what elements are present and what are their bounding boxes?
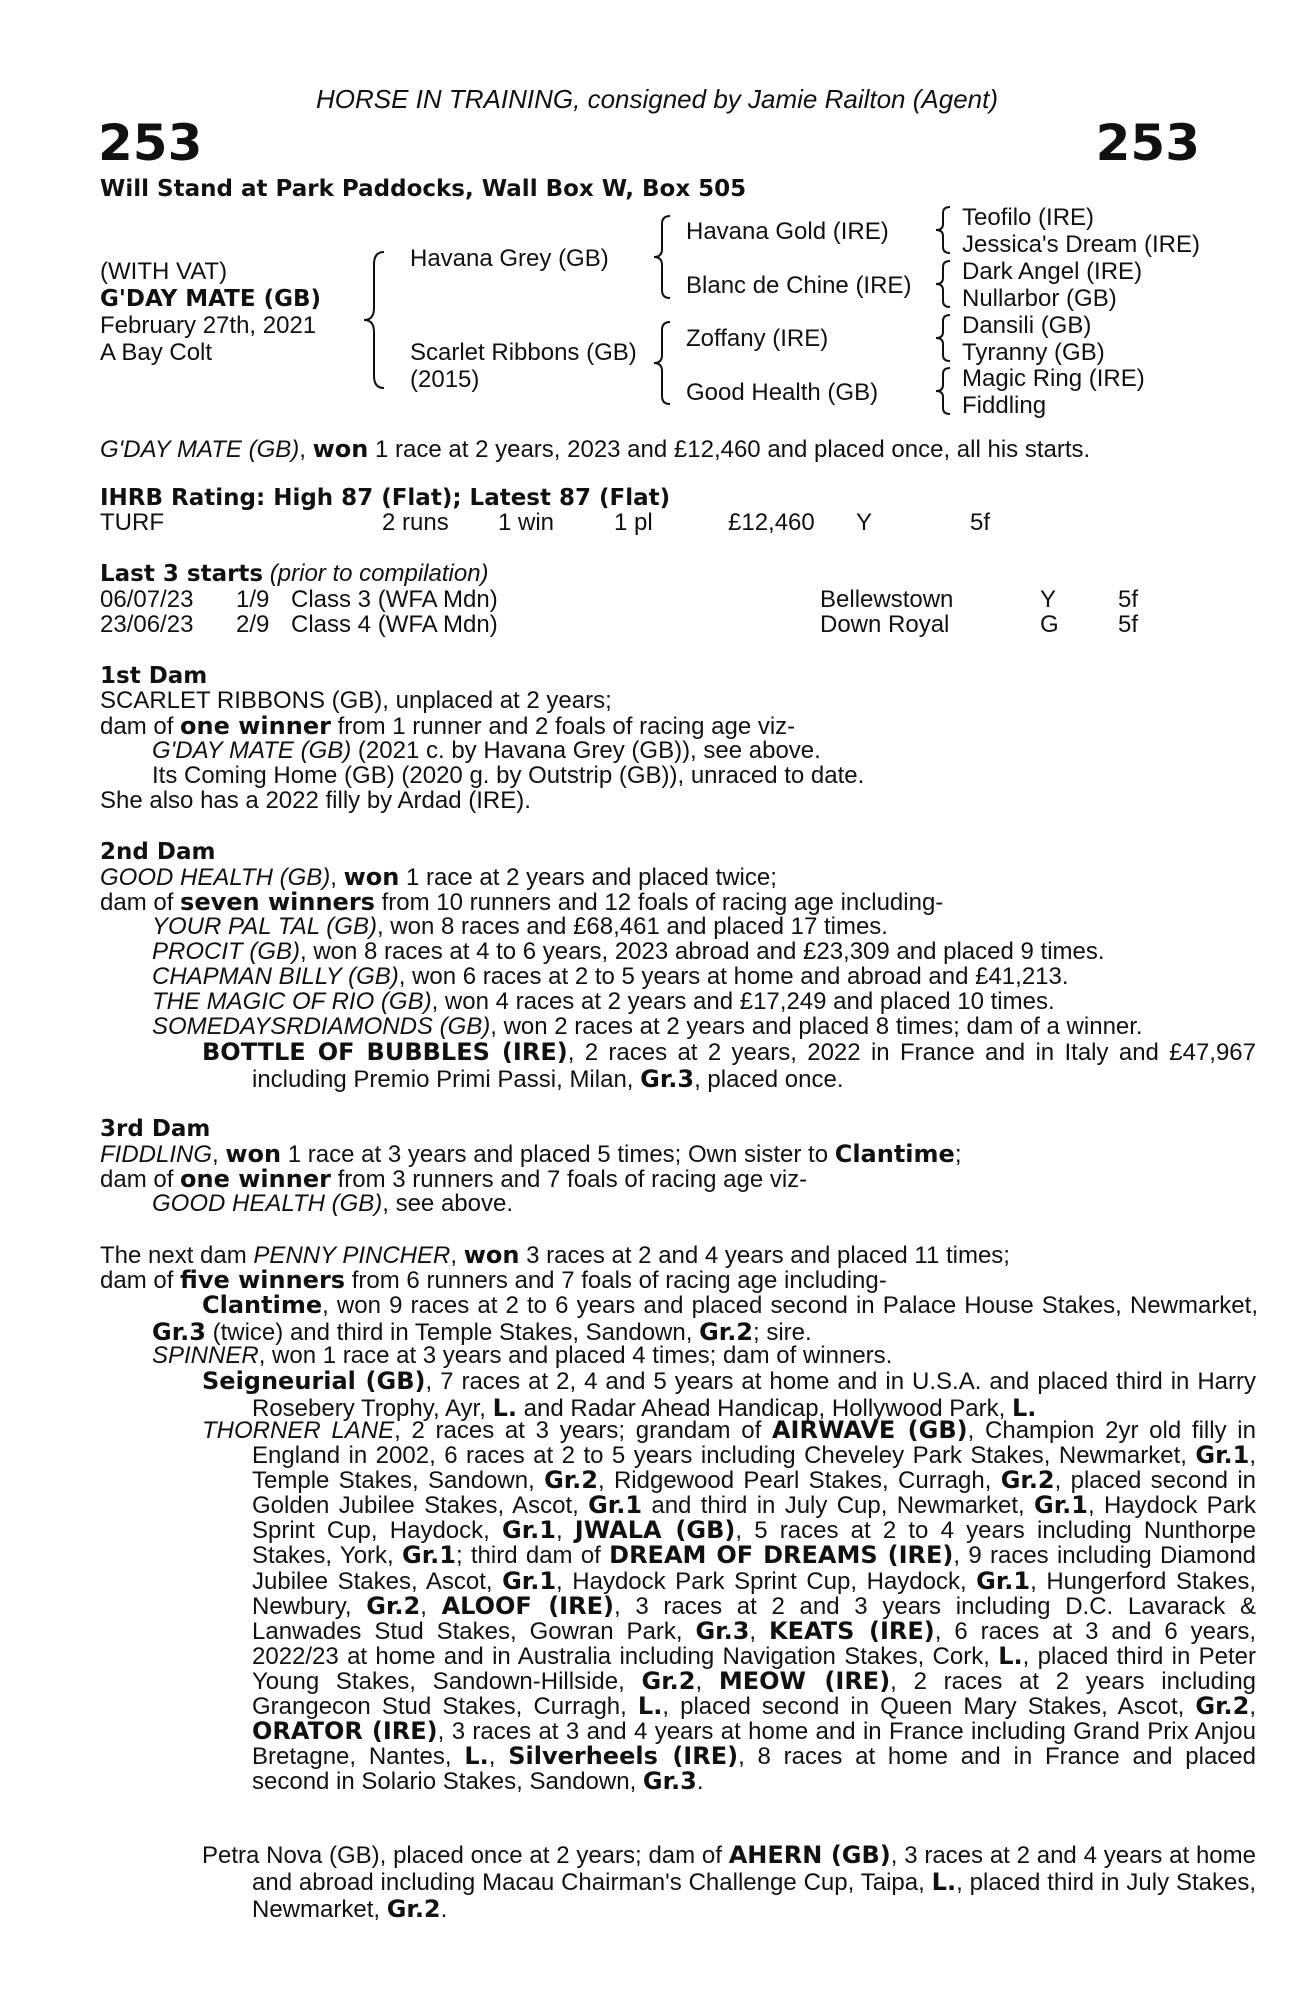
consignment-header: HORSE IN TRAINING, consigned by Jamie Railton (Agent) bbox=[315, 84, 999, 114]
rating-going: Y bbox=[856, 509, 873, 536]
dam3-produce-intro: dam of one winner from 3 runners and 7 foals of racing age viz- bbox=[100, 1165, 808, 1193]
pedigree-gen3-2: Jessica's Dream (IRE) bbox=[962, 231, 1200, 258]
dam2-produce-1: YOUR PAL TAL (GB), won 8 races and £68,461 and placed 17 times. bbox=[152, 913, 888, 940]
pedigree-gen2-2: Blanc de Chine (IRE) bbox=[686, 272, 912, 299]
horse-dob: February 27th, 2021 bbox=[100, 312, 317, 339]
pedigree-brace-main bbox=[362, 250, 392, 390]
petra-nova-entry: Petra Nova (GB), placed once at 2 years; dam of AHERN (GB), 3 races at 2 and 4 years at home and abroad including Macau Chairman's Challenge Cup, Taipa, L., placed third in July Stakes, Newmarket, Gr.2. bbox=[202, 1841, 1256, 1923]
dam3-produce-1: GOOD HEALTH (GB), see above. bbox=[152, 1190, 514, 1217]
pedigree-brace-g4 bbox=[934, 366, 954, 416]
vat-note: (WITH VAT) bbox=[100, 258, 228, 285]
seigneurial-entry: Seigneurial (GB), 7 races at 2, 4 and 5 years at home and in U.S.A. and placed third in Harry Rosebery Trophy, Ayr, L. and Radar Ahead Handicap, Hollywood Park, L. bbox=[202, 1367, 1257, 1422]
rating-title: IHRB Rating: High 87 (Flat); Latest 87 (Flat) bbox=[100, 485, 671, 511]
stable-location: Will Stand at Park Paddocks, Wall Box W, Box 505 bbox=[100, 176, 747, 202]
pedigree-brace-g2 bbox=[934, 259, 954, 309]
thorner-lane-entry: THORNER LANE, 2 races at 3 years; grandam of AIRWAVE (GB), Champion 2yr old filly in England in 2002, 6 races at 2 to 5 years including Cheveley Park Stakes, Newmarket, Gr.1, Temple Stakes, Sandown, Gr.2, Ridgewood Pearl Stakes, Curragh, Gr.2, placed second in Golden Jubilee Stakes, Ascot, Gr.1 and third in July Cup, Newmarket, Gr.1, Haydock Park Sprint Cup, Haydock, Gr.1, JWALA (GB), 5 races at 2 to 4 years including Nunthorpe Stakes, York, Gr.1; third dam of DREAM OF DREAMS (IRE), 9 races including Diamond Jubilee Stakes, Ascot, Gr.1, Haydock Park Sprint Cup, Haydock, Gr.1, Hungerford Stakes, Newbury, Gr.2, ALOOF (IRE), 3 races at 2 and 3 years including D.C. Lavarack & Lanwades Stud Stakes, Gowran Park, Gr.3, KEATS (IRE), 6 races at 3 and 6 years, 2022/23 at home and in Australia including Navigation Stakes, Cork, L., placed third in Peter Young Stakes, Sandown-Hillside, Gr.2, MEOW (IRE), 2 races at 2 years including Grangecon Stud Stakes, Curragh, L., placed second in Queen Mary Stakes, Ascot, Gr.2, ORATOR (IRE), 3 races at 3 and 4 years at home and in France including Grand Prix Anjou Bretagne, Nantes, L., Silverheels (IRE), 8 races at home and in France and placed second in Solario Stakes, Sandown, Gr.3. bbox=[202, 1416, 1257, 1796]
pedigree-brace-dam bbox=[652, 320, 674, 406]
dam2-produce-2: PROCIT (GB), won 8 races at 4 to 6 years, 2023 abroad and £23,309 and placed 9 times. bbox=[152, 938, 1105, 965]
pedigree-dam-year: (2015) bbox=[410, 366, 480, 393]
spinner-entry: SPINNER, won 1 race at 3 years and placed 4 times; dam of winners. bbox=[152, 1342, 893, 1369]
pedigree-gen3-1: Teofilo (IRE) bbox=[962, 204, 1095, 231]
pedigree-brace-g3 bbox=[934, 313, 954, 363]
dam2-produce-3: CHAPMAN BILLY (GB), won 6 races at 2 to 5 years at home and abroad and £41,213. bbox=[152, 963, 1069, 990]
dam1-produce-1: G'DAY MATE (GB) (2021 c. by Havana Grey (GB)), see above. bbox=[152, 737, 821, 764]
dam2-produce-5: SOMEDAYSRDIAMONDS (GB), won 2 races at 2 years and placed 8 times; dam of a winner. bbox=[152, 1013, 1143, 1040]
pedigree-brace-sire bbox=[652, 214, 674, 300]
dam1-title: 1st Dam bbox=[100, 663, 208, 689]
dam1-produce-intro: dam of one winner from 1 runner and 2 foals of racing age viz- bbox=[100, 712, 796, 740]
horse-name: G'DAY MATE (GB) bbox=[100, 286, 322, 312]
dam2-title: 2nd Dam bbox=[100, 839, 216, 865]
rating-distance: 5f bbox=[970, 509, 991, 536]
dam2-grandproduce: BOTTLE OF BUBBLES (IRE), 2 races at 2 years, 2022 in France and in Italy and £47,967 including Premio Primi Passi, Milan, Gr.3, placed once. bbox=[202, 1038, 1257, 1093]
pedigree-gen3-3: Dark Angel (IRE) bbox=[962, 258, 1143, 285]
pedigree-gen3-8: Fiddling bbox=[962, 392, 1047, 419]
dam2-produce-intro: dam of seven winners from 10 runners and 12 foals of racing age including- bbox=[100, 888, 944, 916]
pedigree-dam: Scarlet Ribbons (GB) bbox=[410, 339, 637, 366]
pedigree-gen2-3: Zoffany (IRE) bbox=[686, 325, 829, 352]
rating-runs: 2 runs bbox=[382, 509, 449, 536]
race-summary: G'DAY MATE (GB), won 1 race at 2 years, 2023 and £12,460 and placed once, all his starts. bbox=[100, 435, 1091, 463]
pedigree-gen2-1: Havana Gold (IRE) bbox=[686, 218, 889, 245]
pedigree-brace-g1 bbox=[934, 205, 954, 255]
horse-description: A Bay Colt bbox=[100, 339, 213, 366]
next-dam-line: The next dam PENNY PINCHER, won 3 races at 2 and 4 years and placed 11 times; bbox=[100, 1241, 1010, 1269]
lot-number-left: 253 bbox=[98, 114, 203, 172]
rating-earnings: £12,460 bbox=[728, 509, 815, 536]
rating-surface: TURF bbox=[100, 509, 164, 536]
lot-number-right: 253 bbox=[1095, 114, 1200, 172]
dam1-produce-2: Its Coming Home (GB) (2020 g. by Outstrip (GB)), unraced to date. bbox=[152, 762, 865, 789]
dam3-title: 3rd Dam bbox=[100, 1116, 211, 1142]
last-starts-heading: Last 3 starts (prior to compilation) bbox=[100, 560, 489, 587]
pedigree-gen2-4: Good Health (GB) bbox=[686, 379, 879, 406]
pedigree-gen3-6: Tyranny (GB) bbox=[962, 339, 1105, 366]
pedigree-gen3-5: Dansili (GB) bbox=[962, 312, 1092, 339]
dam1-line: SCARLET RIBBONS (GB), unplaced at 2 years; bbox=[100, 687, 612, 714]
dam2-produce-4: THE MAGIC OF RIO (GB), won 4 races at 2 years and £17,249 and placed 10 times. bbox=[152, 988, 1055, 1015]
next-dam-produce-intro: dam of five winners from 6 runners and 7 foals of racing age including- bbox=[100, 1266, 887, 1294]
dam2-line: GOOD HEALTH (GB), won 1 race at 2 years and placed twice; bbox=[100, 863, 777, 891]
dam3-line: FIDDLING, won 1 race at 3 years and placed 5 times; Own sister to Clantime; bbox=[100, 1140, 962, 1168]
clantime-entry: Clantime, won 9 races at 2 to 6 years and placed second in Palace House Stakes, Newmarket, Gr.3 (twice) and third in Temple Stakes, Sandown, Gr.2; sire. bbox=[152, 1291, 1258, 1346]
pedigree-sire: Havana Grey (GB) bbox=[410, 245, 609, 272]
dam1-note: She also has a 2022 filly by Ardad (IRE). bbox=[100, 787, 531, 814]
pedigree-gen3-4: Nullarbor (GB) bbox=[962, 285, 1117, 312]
rating-placed: 1 pl bbox=[614, 509, 653, 536]
rating-wins: 1 win bbox=[498, 509, 555, 536]
pedigree-gen3-7: Magic Ring (IRE) bbox=[962, 365, 1145, 392]
